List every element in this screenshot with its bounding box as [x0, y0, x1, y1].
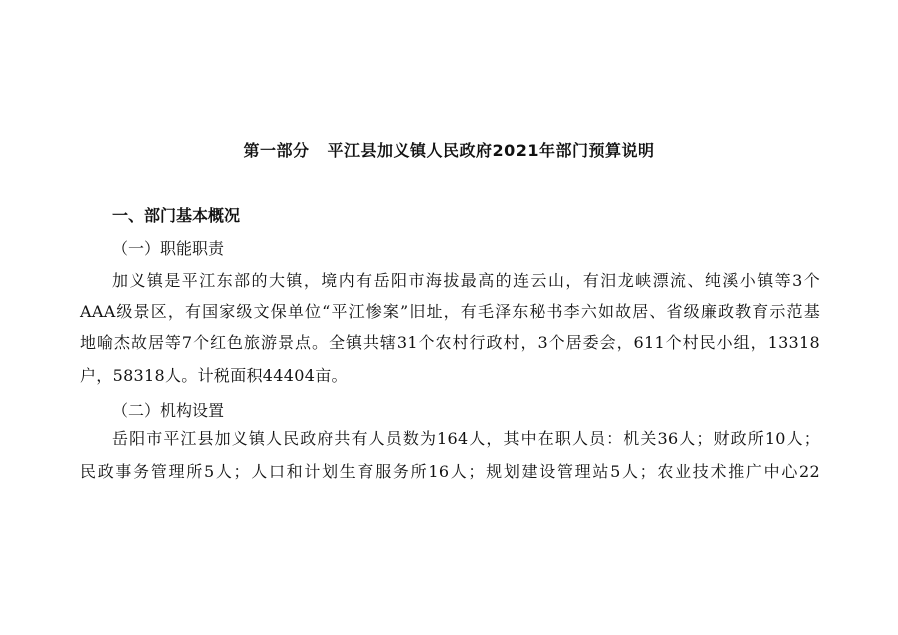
- paragraph-line: 地喻杰故居等7个红色旅游景点。全镇共辖31个农村行政村，3个居委会，611个村民小组，13318: [80, 333, 820, 352]
- paragraph-line: 加义镇是平江东部的大镇，境内有岳阳市海拔最高的连云山，有汨龙峡漂流、纯溪小镇等3个: [112, 271, 820, 290]
- title-main-text: 平江县加义镇人民政府2021年部门预算说明: [327, 141, 655, 160]
- paragraph-line: 户，58318人。计税面积44404亩。: [80, 366, 348, 385]
- title-part-label: 第一部分: [243, 141, 310, 160]
- section-heading-basic-overview: 一、部门基本概况: [112, 206, 241, 225]
- subheading-organization: （二）机构设置: [112, 401, 225, 420]
- document-title: [0, 138, 898, 161]
- paragraph-line: 岳阳市平江县加义镇人民政府共有人员数为164人，其中在职人员：机关36人；财政所10人；: [112, 429, 820, 448]
- subheading-duties: （一）职能职责: [112, 239, 225, 258]
- paragraph-line: AAA级景区，有国家级文保单位“平江惨案”旧址，有毛泽东秘书李六如故居、省级廉政教育示范基: [80, 302, 820, 321]
- paragraph-line: 民政事务管理所5人；人口和计划生育服务所16人；规划建设管理站5人；农业技术推广中心22: [80, 462, 820, 481]
